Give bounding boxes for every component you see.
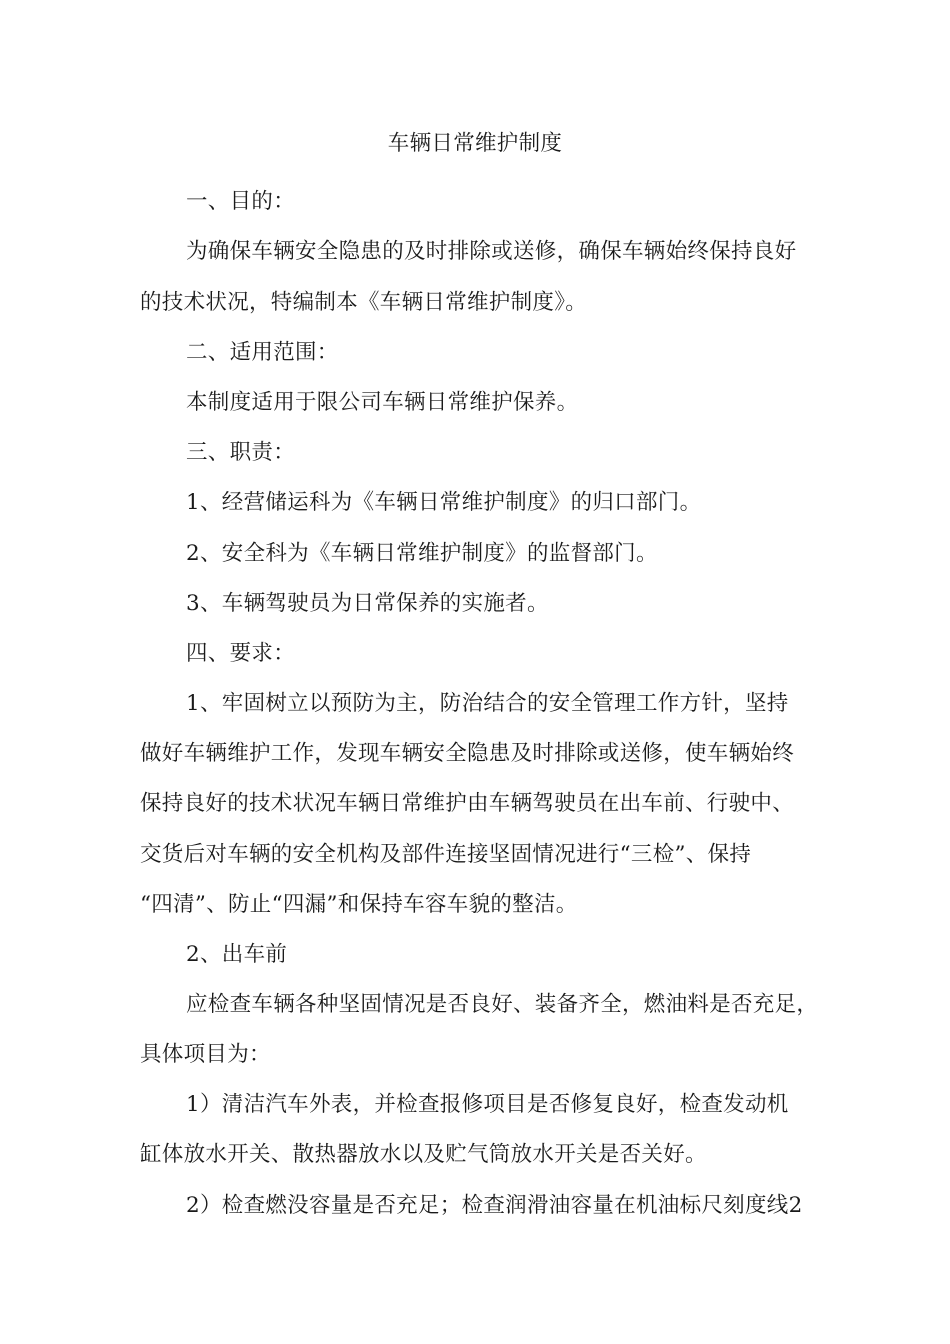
paragraph-line: 保持良好的技术状况车辆日常维护由车辆驾驶员在出车前、行驶中、 [140, 791, 795, 816]
subsection-heading: 2、出车前 [186, 942, 288, 967]
list-item: 2、安全科为《车辆日常维护制度》的监督部门。 [186, 541, 658, 566]
list-item: 2）检查燃没容量是否充足；检查润滑油容量在机油标尺刻度线2 [186, 1193, 803, 1218]
document-title: 车辆日常维护制度 [387, 131, 563, 156]
paragraph-line: 缸体放水开关、散热器放水以及贮气筒放水开关是否关好。 [140, 1142, 707, 1167]
paragraph-line: 应检查车辆各种坚固情况是否良好、装备齐全，燃油料是否充足， [186, 992, 819, 1017]
paragraph-line: “四清”、防止“四漏”和保持车容车貌的整洁。 [140, 892, 578, 917]
section-heading-purpose: 一、目的： [186, 189, 296, 214]
paragraph-line: 具体项目为： [140, 1042, 271, 1067]
list-item: 3、车辆驾驶员为日常保养的实施者。 [186, 591, 549, 616]
paragraph-line: 交货后对车辆的安全机构及部件连接坚固情况进行“三检”、保持 [140, 842, 752, 867]
paragraph-line: 本制度适用于限公司车辆日常维护保养。 [186, 390, 579, 415]
paragraph-line: 做好车辆维护工作，发现车辆安全隐患及时排除或送修，使车辆始终 [140, 741, 795, 766]
section-heading-scope: 二、适用范围： [186, 340, 339, 365]
section-heading-requirements: 四、要求： [186, 641, 296, 666]
paragraph-line: 的技术状况，特编制本《车辆日常维护制度》。 [140, 290, 588, 315]
list-item: 1）清洁汽车外表，并检查报修项目是否修复良好，检查发动机 [186, 1092, 789, 1117]
paragraph-line: 为确保车辆安全隐患的及时排除或送修，确保车辆始终保持良好 [186, 239, 797, 264]
section-heading-responsibilities: 三、职责： [186, 440, 296, 465]
paragraph-line: 1、牢固树立以预防为主，防治结合的安全管理工作方针，坚持 [186, 691, 789, 716]
list-item: 1、经营储运科为《车辆日常维护制度》的归口部门。 [186, 490, 702, 515]
